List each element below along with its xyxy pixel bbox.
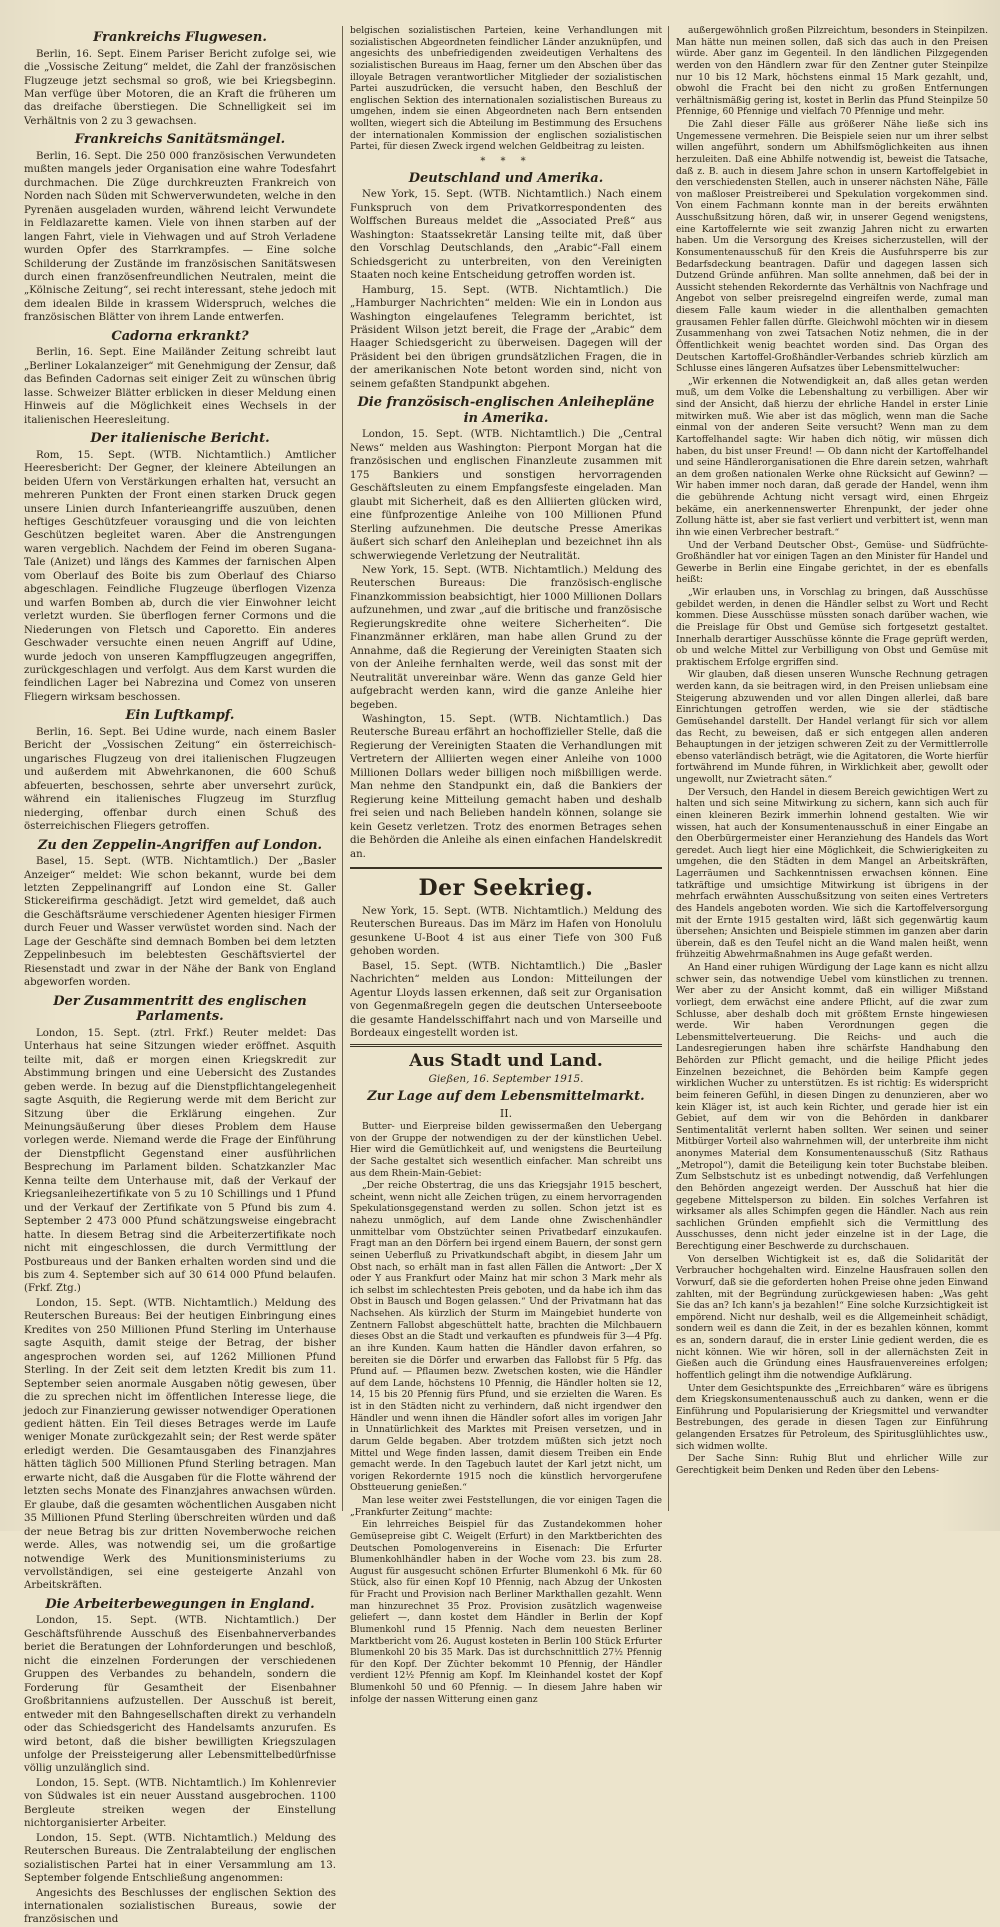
article-paragraph: Berlin, 16. Sept. Einem Pariser Bericht zufolge sei, wie die „Vossische Zeitung“ meldet, die Zahl der französischen Flugzeuge jetzt sechsmal so groß, wie bei Kriegsbeginn. Man verfüge über Motoren, die an Kraft die früheren um das dreifache überstiegen. Die Schnelligkeit sei im Verhältnis von 2 zu 3 gewachsen. — [24, 48, 336, 127]
stadt-part-number: II. — [499, 1107, 513, 1121]
article-paragraph: London, 15. Sept. (WTB. Nichtamtlich.) Meldung des Reuterschen Bureaus: Bei der heutigen Einbringung eines Kredites von 250 Millionen Pfund Sterling im Unterhause sagte Asquith, damit steige der Betrag, der bisher angesprochen worden sei, auf 1262 Millionen Pfund Sterling. In der Zeit seit dem letzten Kredit bis zum 11. September seien anormale Ausgaben nötig gewesen, über die zu sprechen nicht im öffentlichen Interesse liege, die jedoch zur Finanzierung gewisser notwendiger Operationen gedient hätten. Ein Teil dieses Betrages werde im Laufe weniger Monate zurückgezahlt sein; der Rest werde später erledigt werden. Die Gesamtausgaben des Finanzjahres hätten täglich 500 Millionen Pfund Sterling betragen. Man erwarte nicht, daß die Ausgaben für die Flotte während der letzten sechs Monate des Finanzjahres anwachsen würden. Er glaube, daß die gesamten wöchentlichen Ausgaben nicht 35 Millionen Pfund Sterling überschreiten würden und daß der neue Betrag bis zur dritten Novemberwoche reichen werde. Alles, was notwendig sei, um die großartige notwendige Werk des Munitionsministeriums zu vervollständigen, sei eine gesteigerte Anzahl von Arbeitskräften. — [24, 1297, 336, 1592]
article-title: Frankreichs Sanitätsmängel. — [74, 132, 286, 148]
article-paragraph: London, 15. Sept. (WTB. Nichtamtlich.) Die „Central News“ melden aus Washington: Pierpont Morgan hat die französischen und englischen Finanzleute zusammen mit 175 Bankiers und sonstigen hervorragenden Geschäftsleuten zu einem Empfangsfeste eingeladen. Man glaubt mit Sicherheit, daß es den Alliierten glücken wird, eine fünfprozentige Anleihe von 100 Millionen Pfund Sterling aufzunehmen. Die deutsche Presse Amerikas äußert sich scharf den Anleiheplan und bezeichnet ihn als schwerwiegende Verletzung der Neutralität. — [350, 429, 662, 562]
seekrieg-heading: Der Seekrieg. — [350, 867, 662, 901]
article-paragraph: New York, 15. Sept. (WTB. Nichtamtlich.) Meldung des Reuterschen Bureaus. Das im März im Hafen von Honolulu gesunkene U-Boot 4 ist aus einer Tiefe von 300 Fuß gehoben worden. — [350, 905, 662, 958]
article-paragraph: „Der reiche Obstertrag, die uns das Kriegsjahr 1915 beschert, scheint, wenn nicht alle Zeichen trügen, zu einem hervorragenden Spekulationsgegenstand werden zu sollen. Schon jetzt ist es nahezu unmöglich, auf dem Lande ohne Zwischenhändler unmittelbar vom Obstzüchter seinen Privatbedarf einzukaufen. Fragt man an den Dörfern bei irgend einem Bauern, der sonst gern seinen Ueberfluß zu Privatkundschaft abgibt, in diesem Jahr um Obst nach, so erhält man in fast allen Fällen die Antwort: „Der X oder Y aus Frankfurt oder Mainz hat mir schon 3 Mark mehr als ich selbst im schlechtesten Preis geboten, und da habe ich ihm das Obst in Bausch und Bogen gelassen.“ Und der Privatmann hat das Nachsehen. Als kürzlich der Sturm im Maingebiet hunderte von Zentnern Fallobst abgeschüttelt hatte, brachten die Milchbauern dieses Obst an die Stadt und verkauften es pfundweis für 3—4 Pfg. an ihre Kunden. Kaum hatten die Händler davon erfahren, so bereiten sie die Dörfer und erwarben das Fallobst für 5 Pfg. das Pfund auf. — Pflaumen bezw. Zwetschen kosten, wie die Händler auf dem Lande, höchstens 10 Pfennig, die Händler holten sie 12, 14, 15 bis 20 Pfennig fürs Pfund, und sie erzielten die Waren. Es ist in den Städten nicht zu verhindern, daß nicht irgendwer den Händler und wenn ihnen die Händler sofort alles im vorigen Jahr in Unnatürlichkeit des Marktes mit Preisen versetzen, und in darum Gelde begaben. Aber trotzdem müßten sich jetzt noch Mittel und Wege finden lassen, damit diesem Treiben ein Ende gemacht werde. In den Tagebuch lautet der Karl jetzt nicht, um vorigen Rekordernte 1915 noch die künstlich hervorgerufene Obstteuerung genießen.“ — [350, 1181, 662, 1494]
article-paragraph: New York, 15. Sept. (WTB. Nichtamtlich.) Meldung des Reuterschen Bureaus: Die französisch-englische Finanzkommission beabsichtigt, hier 1000 Millionen Dollars aufzunehmen, und zwar „auf die britische und französische Regierungskredite ohne weitere Sicherheiten“. Die Finanzmänner erklären, man habe allen Grund zu der Annahme, daß die Regierung der Vereinigten Staaten sich von der Anleihe fernhalten werde, weil das sonst mit der Neutralität unvereinbar wäre. Wenn das ganze Geld hier aufgebracht werden kann, wird die ganze Anleihe hier begeben. — [350, 564, 662, 711]
article-paragraph: Die Zahl dieser Fälle aus größerer Nähe ließe sich ins Ungemessene vermehren. Die Beispiele seien nur um ihrer selbst willen angeführt, sondern um Abhilfsmöglichkeiten aus ihnen herzuleiten. Daß eine Abhilfe notwendig ist, beweist die Tatsache, daß z. B. auch in diesem Jahre schon in unsern Kartoffelgebiet in den verschiedensten Stellen, auch in unserer nächsten Nähe, Fälle von maßloser Preistreiberei und Spekulation vorgekommen sind. Von einem Fachmann konnte man in der bereits erwähnten Ausschußsitzung hören, daß wir, in unserer Gegend wenigstens, eine Kartoffelernte wie seit zwanzig Jahren nicht zu erwarten haben. Um die Versorgung des Kreises sicherzustellen, will der Konsumentenausschuß für den Kreis die Ausfuhrsperre bis zur Bedarfsdeckung beantragen. Dafür und dagegen lassen sich Dutzend Gründe anführen. Man sollte annehmen, daß bei der in Aussicht stehenden Rekordernte das Verhältnis von Nachfrage und Angebot von selber preisregelnd eingreifen werde, zumal man diesem Falle kaum wieder in die allenthalben gemachten grausamen Fehler fallen dürfte. Gleichwohl möchten wir in diesem Zusammenhang von zwei Tatsachen Notiz nehmen, die in der Öffentlichkeit wenig beachtet worden sind. Das Organ des Deutschen Kartoffel-Großhändler-Verbandes schrieb kürzlich am Schlusse eines längeren Aufsatzes über Lebensmittelwucher: — [676, 120, 988, 375]
article-paragraph: Wir glauben, daß diesen unseren Wunsche Rechnung getragen werden kann, da sie beitragen wird, in den Preisen unliebsam eine Steigerung abzuwenden und vor allen Dingen allerlei, daß bare Einrichtungen getroffen werden, wie sie der städtische Gemüsehandel darstellt. Der Handel verlangt für sich vor allem das Recht, zu beweisen, daß er sich entgegen allen anderen Behauptungen in der jetzigen schweren Zeit zu der Vermittlerrolle ebenso vaterländisch beträgt, wie die Agitatoren, die Worte hierfür fortwährend im Munde führen, in Wirklichkeit aber, gewollt oder ungewollt, nur Zwietracht säten.“ — [676, 670, 988, 785]
article-title: Cadorna erkrankt? — [111, 328, 249, 344]
article-title: Frankreichs Flugwesen. — [93, 30, 267, 45]
article-paragraph: London, 15. Sept. (WTB. Nichtamtlich.) Im Kohlenrevier von Südwales ist ein neuer Ausstand ausgebrochen. 1100 Bergleute streiken wegen der Einstellung nichtorganisierter Arbeiter. — [24, 1777, 336, 1830]
article-title: Der italienische Bericht. — [90, 431, 270, 447]
article-paragraph: Man lese weiter zwei Feststellungen, die vor einigen Tagen die „Frankfurter Zeitung“ machte: — [350, 1496, 662, 1518]
article-paragraph: Berlin, 16. Sept. Eine Mailänder Zeitung schreibt laut „Berliner Lokalanzeiger“ mit Genehmigung der Zensur, daß das Befinden Cadornas seit einiger Zeit zu wünschen übrig lasse. Schweizer Blätter erblicken in dieser Meldung einen Hinweis auf die Möglichkeit eines Wechsels in der italienischen Heeresleitung. — [24, 347, 336, 426]
article-paragraph: Berlin, 16. Sept. Die 250 000 französischen Verwundeten mußten mangels jeder Organisation eine wahre Todesfahrt durchmachen. Die Züge durchkreuzten Frankreich von Norden nach Süden mit Schwerverwundeten, welche in den Pyrenäen ausgeladen wurden, während leicht Verwundete in Feldlazarette kamen. Viele von ihnen starben auf der langen Fahrt, viele in Viehwagen und auf Stroh Verladene wurden Opfer des Starrkrampfes. — Eine solche Schilderung der Zustände im französischen Sanitätswesen durch einen französenfreundlichen Neutralen, meint die „Kölnische Zeitung“, sei recht interessant, stehe jedoch mit dem idealen Bilde in krassem Widerspruch, welches die französischen Blätter von ihrem Lande entwerfen. — [24, 150, 336, 324]
article-paragraph: London, 15. Sept. (ztrl. Frkf.) Reuter meldet: Das Unterhaus hat seine Sitzungen wieder eröffnet. Asquith teilte mit, daß er morgen einen Kriegskredit zur Abstimmung bringen und eine Uebersicht des Zustandes geben werde. In bezug auf die Dienstpflichtangelegenheit sagte Asquith, die Regierung werde mit dem Bericht zur Sitzung über die Erklärung eingehen. Zur Meinungsäußerung über dieses Problem dem Hause vorlegen werde. Niemand werde die Frage der Einführung der Dienstpflicht Gegenstand einer ausführlichen Besprechung im Parlament bilden. Schatzkanzler Mac Kenna teilte dem Unterhause mit, daß der Verkauf der Kriegsanleihezertifikate von 5 zu 10 Schillings und 1 Pfund und der Verkauf der Zertifikate von 5 Pfund bis zum 4. September 2 473 000 Pfund schätzungsweise eingebracht hatte. In diesem Betrag sind die Arbeiterzertifikate noch nicht mit eingeschlossen, die durch Vermittlung der Postbureaus und der Banken erhalten worden sind und die bis zum 4. September sich auf 30 614 000 Pfund belaufen. (Frkf. Ztg.) — [24, 1027, 336, 1295]
article-title: Die Arbeiterbewegungen in England. — [45, 1596, 315, 1612]
stadt-subtitle: Zur Lage auf dem Lebensmittelmarkt. — [367, 1089, 645, 1105]
article-paragraph: Washington, 15. Sept. (WTB. Nichtamtlich.) Das Reutersche Bureau erfährt an hochoffizieller Stelle, daß die Regierung der Vereinigten Staaten die Verhandlungen mit Vertretern der Alliierten wegen einer Anleihe von 1000 Millionen Dollars weder billigen noch mißbilligen werde. Man nehme den Standpunkt ein, daß die Bankiers der Regierung keine Mitteilung gemacht haben und deshalb frei seien und nach Belieben handeln können, solange sie kein Gesetz verletzen. Trotz des enormen Betrages sehen die Behörden die Anleihe als einen einfachen Handelskredit an. — [350, 713, 662, 860]
column-left — [24, 26, 336, 1926]
article-paragraph: London, 15. Sept. (WTB. Nichtamtlich.) Meldung des Reuterschen Bureaus. Die Zentralabteilung der englischen sozialistischen Partei hat in einer Versammlung am 13. September folgende Entschließung angenommen: — [24, 1832, 336, 1885]
article-paragraph: Der Versuch, den Handel in diesem Bereich gewichtigen Wert zu halten und sich seine Mitwirkung zu sichern, kann sich auch für einen kleineren Bezirk immerhin lohnend gestalten. Wie wir wissen, hat auch der Konsumentenausschuß in einer Eingabe an den Oberbürgermeister einer Heranziehung des Handels das Wort geredet. Auch liegt hier eine Möglichkeit, die Schwierigkeiten zu umgehen, die den Städten in dem Mangel an Arbeitskräften, Lagerräumen und Sachkenntnissen erwachsen können. Eine tatkräftige und umsichtige Mitwirkung ist übrigens in der mehrfach erwähnten Ausschußsitzung von seiten eines Vertreters des Handels angeboten worden. Wie sich die Kartoffelversorgung mit der Ernte 1915 gestalten wird, läßt sich gegenwärtig kaum übersehen; Ansichten und Beispiele stimmen im ganzen aber darin überein, daß es den Teufel nicht an die Wand malen heißt, wenn frühzeitig Abwehrmaßnahmen ins Auge gefaßt werden. — [676, 787, 988, 961]
article-paragraph: Hamburg, 15. Sept. (WTB. Nichtamtlich.) Die „Hamburger Nachrichten“ melden: Wie ein in London aus Washington eingelaufenes Telegramm berichtet, ist Präsident Wilson jetzt bereit, die Frage der „Arabic“ dem Haager Schiedsgericht zu überweisen. Dagegen will der Präsident bei den übrigen grundsätzlichen Fragen, die in der amerikanischen Note betont worden sind, nicht von seinem gefaßten Standpunkt abgehen. — [350, 284, 662, 390]
article-paragraph: London, 15. Sept. (WTB. Nichtamtlich.) Der Geschäftsführende Ausschuß des Eisenbahnerverbandes beriet die Beratungen der Lohnforderungen und beschloß, nicht die einzelnen Forderungen der verschiedenen Gruppen des Verbandes zu behandeln, sondern die Forderung für Gesamtheit der Eisenbahner Großbritanniens aufzustellen. Der Ausschuß ist bereit, entweder mit den Bahngesellschaften direkt zu verhandeln oder das Schiedsgericht des Handelsamts anzurufen. Es wird betont, daß die bisher bewilligten Kriegszulagen unfolge der Preissteigerung aller Lebensmittelbedürfnisse völlig unzulänglich sind. — [24, 1615, 336, 1775]
article-paragraph: An Hand einer ruhigen Würdigung der Lage kann es nicht allzu schwer sein, das notwendige Uebel vom künstlichen zu trennen. Wer aber zu der Ansicht kommt, daß ein williger Mißstand vorliegt, dem erwächst eine andere Pflicht, auf die zwar zum Schlusse, aber deshalb doch mit größtem Ernste hingewiesen werde. Wir haben Verordnungen gegen die Lebensmittelverteuerung. Die Reichs- und auch die Landesregierungen haben ihre schärfste Handhabung den Behörden zur Pflicht gemacht, und die heilige Pflicht jedes Einzelnen bezeichnet, die Behörden beim Kampfe gegen wirklichen Wucher zu unterstützen. Es ist richtig: Es widerspricht beim feineren Gefühl, in diesen Dingen zu denunzieren, aber wo kein Kläger ist, ist auch kein Richter, und gerade hier ist ein Gebiet, auf dem wir von die Behörden in dankbarer Sentimentalität verlernt haben sollten. Wer seinen und seiner Mitbürger Vorteil also wahrnehmen will, der unterbreite ihm nicht anonymes Material dem Konsumentenausschuß (Sitz Rathaus „Metropol“), damit die Beteiligung kein toter Buchstabe bleiben. Zum Selbstschutz ist es unbedingt notwendig, daß Verfehlungen den Behörden angezeigt werden. Der Ausschuß hat hier die gegebene Mittelsperson zu bilden. Ein solches Verfahren ist wirksamer als alles Schimpfen gegen die Händler. Nach aus rein sachlichen Gründen empfiehlt sich die Vermittlung des Ausschusses, denn nicht jeder einzelne ist in der Lage, die Berechtigung einer Beschwerde zu durchschauen. — [676, 963, 988, 1252]
article-paragraph: Rom, 15. Sept. (WTB. Nichtamtlich.) Amtlicher Heeresbericht: Der Gegner, der kleinere Abteilungen an beiden Ufern von Verstärkungen erhalten hat, versucht an mehreren Punkten der Front einen starken Druck gegen unsere Linien durch Infanterieangriffe auszuüben, denen heftiges Geschützfeuer vorausging und die von leichten Geschützen begleitet waren. Aber die Anstrengungen waren vergeblich. Nachdem der Feind im oberen Sugana-Tale (Anizet) und längs des Kammes der farnischen Alpen vom Oberlauf des Boite bis zum Oberlauf des Chiarso abgeschlagen. Feindliche Flugzeuge überflogen Vizenza und warfen Bomben ab, durch die vier Einwohner leicht verletzt wurden. Sie überflogen ferner Cormons und die Niederungen von Fletsch und Caporetto. Ein anderes Geschwader versuchte einen neuen Angriff auf Udine, wurde jedoch von unseren Kampfflugzeugen angegriffen, zurückgeschlagen und verfolgt. Aus dem Karst wurden die feindlichen Lager bei Nabrezina und Comez von unseren Fliegern wirksam beschossen. — [24, 449, 336, 703]
article-title: Zu den Zeppelin-Angriffen auf London. — [37, 837, 323, 853]
stadt-und-land-heading: Aus Stadt und Land. — [350, 1044, 662, 1071]
article-title: Ein Luftkampf. — [125, 708, 235, 724]
article-paragraph: Ein lehrreiches Beispiel für das Zustandekommen hoher Gemüsepreise gibt C. Weigelt (Erfurt) in den Marktberichten des Deutschen Pomologenvereins in Eisenach: Die Erfurter Blumenkohlhändler haben in der Woche vom 23. bis zum 28. August für ausgesucht schönen Erfurter Blumenkohl 6 Mk. für 60 Stück, also für einen Kopf 10 Pfennig, nach Abzug der Unkosten für Fracht und Provision nach Berliner Markthallen gezahlt. Wenn man hinzurechnet 35 Proz. Provision zusätzlich wagenweise geliefert —, dann kostet dem Händler in Berlin der Kopf Blumenkohl rund 15 Pfennig. Nach dem neuesten Berliner Marktbericht vom 26. August kosteten in Berlin 100 Stück Erfurter Blumenkohl 20 bis 35 Mark. Das ist durchschnittlich 27½ Pfennig für den Kopf. Der Züchter bekommt 10 Pfennig, der Händler verdient 12½ Pfennig am Kopf. Im Kleinhandel kostet der Kopf Blumenkohl 50 und 60 Pfennig. — In diesem Jahre haben wir infolge der nassen Witterung einen ganz — [350, 1520, 662, 1705]
article-title: Die französisch-englischen Anleihepläne in Amerika. — [357, 395, 655, 426]
article-title: Der Zusammentritt des englischen Parlaments. — [53, 993, 307, 1025]
article-paragraph: Basel, 15. Sept. (WTB. Nichtamtlich.) Der „Basler Anzeiger“ meldet: Wie schon bekannt, wurde bei dem letzten Zeppelinangriff auf London eine St. Galler Stickereifirma geschädigt. Jetzt wird gemeldet, daß auch die Geschäftsräume verschiedener Agenten hiesiger Firmen durch Feuer und Wasser verwüstet worden sind. Nach der Lage der Geschäfte sind demnach Bomben bei dem letzten Zeppelinbesuch im belebtesten Geschäftsviertel der Riesenstadt und zwar in der Nähe der Bank von England abgeworfen worden. — [24, 856, 336, 989]
article-paragraph: Unter dem Gesichtspunkte des „Erreichbaren“ wäre es übrigens dem Kriegskonsumentenausschuß auch zu danken, wenn er die Einführung und Popularisierung der Kriegsmittel und verwandter Bestrebungen, des gerade in diesen Tagen zur Einführung gelangenden Ersatzes für Petroleum, des Spiritusglühlichtes usw., sich widmen wollte. — [676, 1383, 988, 1452]
article-paragraph: Basel, 15. Sept. (WTB. Nichtamtlich.) Die „Basler Nachrichten“ melden aus London: Mitteilungen der Agentur Lloyds lassen erkennen, daß seit zur Organisation von Gegenmaßregeln gegen die deutschen Unterseeboote die gesamte Handelsschiffahrt nach und von Marseille und Bordeaux eingestellt worden ist. — [350, 960, 662, 1040]
article-paragraph: Und der Verband Deutscher Obst-, Gemüse- und Südfrüchte-Großhändler hat vor einigen Tagen an den Minister für Handel und Gewerbe in Berlin eine Eingabe gerichtet, in der es ebenfalls heißt: — [676, 540, 988, 586]
article-paragraph: Der Sache Sinn: Ruhig Blut und ehrlicher Wille zur Gerechtigkeit beim Denken und Reden über den Lebens- — [676, 1454, 988, 1476]
article-paragraph: „Wir erkennen die Notwendigkeit an, daß alles getan werden muß, um dem Volke die Lebenshaltung zu verbilligen. Aber wir sind der Ansicht, daß hierzu der ehrliche Handel in erster Linie mitwirken muß. Wie aber ist das möglich, wenn man die Sache einmal von der anderen Seite versucht? Wenn man zu dem Kartoffelhandel sagte: Wir haben dich nötig, wir müssen dich haben, du bist unser Freund! — Ob dann nicht der Kartoffelhandel und seine Händlerorganisationen die Ehre darein setzen, wahrhaft an dem großen nationalen Werke ohne Rücksicht auf Gewinn? — Wir haben immer noch daran, daß gerade der Handel, wenn ihm die gebührende Achtung nicht versagt wird, einen Ehrgeiz bekäme, ein anerkennenswerter Ehrenpunkt, der jeder ohne Zollung hätte ist, aber sie fast verliert und verbittert ist, wenn man ihn wie einen Verbrecher bestraft.“ — [676, 376, 988, 538]
article-paragraph: „Wir erlauben uns, in Vorschlag zu bringen, daß Ausschüsse gebildet werden, in denen die Händler selbst zu Wort und Recht kommen. Diese Ausschüsse müssten sonach darüber wachen, wie die Preislage für Obst und Gemüse sich fortgesetzt gestaltet. Innerhalb derartiger Ausschüsse könnte die Frage geprüft werden, ob und welche Mittel zur Verbilligung von Obst und Gemüse mit praktischem Erfolge ergriffen sind. — [676, 588, 988, 668]
article-paragraph: New York, 15. Sept. (WTB. Nichtamtlich.) Nach einem Funkspruch von dem Privatkorrespondenten des Wolffschen Bureaus meldet die „Associated Preß“ aus Washington: Staatssekretär Lansing teilte mit, daß über den Vorschlag Deutschlands, den „Arabic“-Fall einem Schiedsgericht zu unterbreiten, von den Vereinigten Staaten noch keine Entscheidung getroffen worden ist. — [350, 189, 662, 282]
article-title: Deutschland und Amerika. — [408, 170, 604, 186]
column-middle — [350, 26, 662, 1705]
stadt-dateline: Gießen, 16. September 1915. — [428, 1073, 584, 1086]
middle-lead-paragraph: belgischen sozialistischen Parteien, keine Verhandlungen mit sozialistischen Abgeordneten feindlicher Länder anzuknüpfen, und angesichts des unbefriedigenden zweideutigen Verhaltens des sozialistischen Bureaus im Haag, ferner um den Abschen über das illoyale Betragen verantwortlicher Mitglieder der sozialistischen Partei auszudrücken, die versucht haben, den Beschluß der englischen Sektion des internationalen sozialistischen Bureaus zu umgehen, indem sie einen Abgeordneten nach Bern entsenden wollten, wiegert sich die Abteilung im Bestimmung des Ersuchens der internationalen Kommission der englischen sozialistischen Partei, für diesen Zweck irgend welchen Geldbeitrag zu leisten. — [350, 26, 662, 153]
column-right — [676, 26, 988, 1511]
article-paragraph: Berlin, 16. Sept. Bei Udine wurde, nach einem Basler Bericht der „Vossischen Zeitung“ ein österreichisch-ungarisches Flugzeug von drei italienischen Flugzeugen und außerdem mit Abwehrkanonen, die 600 Schuß abfeuerten, beschossen, sehrte aber unversehrt zurück, während ein italienisches Flugzeug im Sturzflug niederging, offenbar durch einen Schuß des österreichischen Fliegers getroffen. — [24, 726, 336, 833]
article-paragraph: außergewöhnlich großen Pilzreichtum, besonders in Steinpilzen. Man hätte nun meinen sollen, daß sich das auch in den Preisen würde. Aber ganz im Gegenteil. In den ländlichen Pilzgegenden werden von den Händlern zwar für den Zentner guter Steinpilze nur 10 bis 12 Mark, höchstens einmal 15 Mark gezahlt, und, obwohl die Fracht bei den nicht zu großen Entfernungen verhältnismäßig gering ist, kostet in Berlin das Pfund Steinpilze 50 Pfennige, 60 Pfennige und vielfach 70 Pfennige und mehr. — [676, 26, 988, 118]
section-divider-stars: * * * — [480, 155, 532, 167]
article-paragraph: Butter- und Eierpreise bilden gewissermaßen den Uebergang von der Gruppe der notwendigen zu der der künstlichen Uebel. Hier wird die Gemütlichkeit auf, und wenigstens die Beurteilung der Sache gestaltet sich wesentlich einfacher. Man schreibt uns aus dem Rhein-Main-Gebiet: — [350, 1122, 662, 1179]
article-paragraph: Angesichts des Beschlusses der englischen Sektion des internationalen sozialistischen Bureaus, sowie der französischen und — [24, 1887, 336, 1926]
article-paragraph: Von derselben Wichtigkeit ist es, daß die Solidarität der Verbraucher hochgehalten wird. Einzelne Hausfrauen sollen den Vorwurf, daß sie die geforderten hohen Preise ohne jeden Einwand zahlten, mit der Begründung zurückgewiesen haben: „Was geht Sie das an? Ich kann's ja bezahlen!“ Eine solche Kurzsichtigkeit ist empörend. Nicht nur deshalb, weil es die Allgemeinheit schädigt, sondern weil es dann die Zeit, in der es bezahlen können, kommt es an, sondern darauf, die in erster Linie gedient werden, die es nicht können. Wie wir hören, soll in der allernächsten Zeit in Gießen auch die Gründung eines Hausfrauenvereines erfolgen; hoffentlich gelingt ihm die notwendige Aufklärung. — [676, 1254, 988, 1381]
